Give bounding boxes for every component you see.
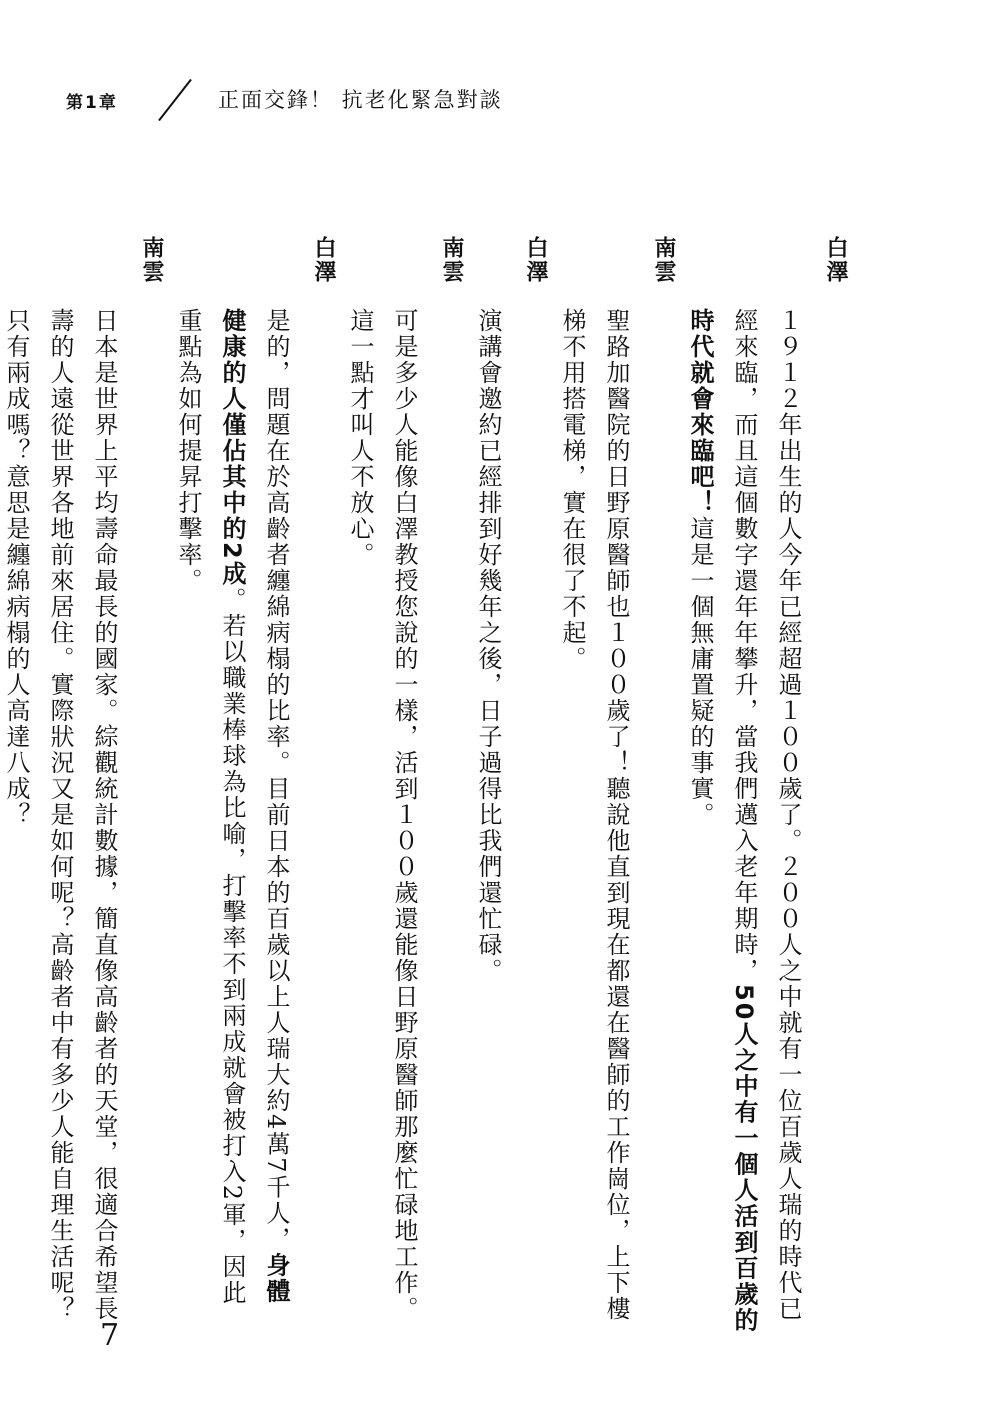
text-column — [466, 308, 510, 1318]
speaker-name: 南雲 — [439, 236, 464, 284]
body-text: 可是多少人能像白澤教授您說的一樣，活到１００歲還能像日野原醫師那麼忙碌地工作。 — [390, 308, 418, 1322]
body-text: 重點為如何提昇打擊率。 — [174, 308, 202, 594]
text-column — [766, 308, 810, 1322]
body-text: 壽的人遠從世界各地前來居住。實際狀況又是如何呢？高齡者中有多少人能自理生活呢？ — [46, 308, 74, 1322]
header-divider-slash — [158, 79, 192, 121]
text-column — [0, 308, 38, 1318]
dialog-entry — [166, 236, 338, 1306]
emphasis-text: 時代就會來臨吧！ — [686, 308, 714, 516]
emphasis-text: 健康的人僅佔其中的2成 — [218, 308, 246, 587]
emphasis-text: 50人之中有一個人活到百歲的 — [730, 984, 758, 1334]
body-text: 只有兩成嗎？意思是纏綿病榻的人高達八成？ — [2, 308, 30, 828]
text-column — [594, 308, 638, 1322]
speaker-name: 白澤 — [523, 236, 548, 284]
body-text: 聖路加醫院的日野原醫師也１００歲了！聽說他直到現在都還在醫師的工作崗位，上下樓 — [602, 308, 630, 1322]
emphasis-text: 身體 — [262, 1252, 290, 1305]
text-column — [382, 308, 426, 1322]
body-text: 日本是世界上平均壽命最長的國家。綜觀統計數據，簡直像高齡者的天堂，很適合希望長 — [90, 308, 118, 1322]
running-header — [66, 74, 503, 118]
chapter-title: 正面交鋒！ 抗老化緊急對談 — [218, 88, 503, 112]
body-text: 這是一個無庸置疑的事實。 — [686, 516, 714, 828]
text-column — [82, 308, 126, 1322]
page-number: 7 — [100, 1318, 120, 1353]
text-column — [550, 308, 594, 1318]
speaker-name: 白澤 — [311, 236, 336, 284]
dialog-entry — [0, 236, 166, 1322]
text-column — [678, 308, 722, 1318]
body-text: 這一點才叫人不放心。 — [346, 308, 374, 568]
body-text: 是的，問題在於高齡者纏綿病榻的比率。目前日本的百歲以上人瑞大約4萬7千人， — [262, 308, 290, 1253]
dialog-area — [2, 236, 850, 1334]
chapter-label: 第1章 — [66, 93, 118, 113]
text-column — [722, 308, 766, 1334]
body-text: 經來臨，而且這個數字還年年攀升，當我們邁入老年期時， — [730, 308, 758, 984]
body-text: 演講會邀約已經排到好幾年之後，日子過得比我們還忙碌。 — [474, 308, 502, 984]
body-text: 。若以職業棒球為比喻，打擊率不到兩成就會被打入2軍，因此 — [218, 586, 246, 1306]
dialog-entry — [338, 236, 466, 1322]
body-text: １９１２年出生的人今年已經超過１００歲了。２００人之中就有一位百歲人瑞的時代已 — [774, 308, 802, 1322]
dialog-entry — [550, 236, 678, 1322]
text-column — [254, 308, 298, 1318]
speaker-name: 南雲 — [139, 236, 164, 284]
text-column — [210, 308, 254, 1318]
text-column — [338, 308, 382, 1318]
text-column — [166, 308, 210, 1318]
dialog-entry — [678, 236, 850, 1334]
dialog-entry — [466, 236, 550, 1246]
speaker-name: 南雲 — [651, 236, 676, 284]
speaker-name: 白澤 — [823, 236, 848, 284]
text-column — [38, 308, 82, 1322]
body-text: 梯不用搭電梯，實在很了不起。 — [558, 308, 586, 672]
